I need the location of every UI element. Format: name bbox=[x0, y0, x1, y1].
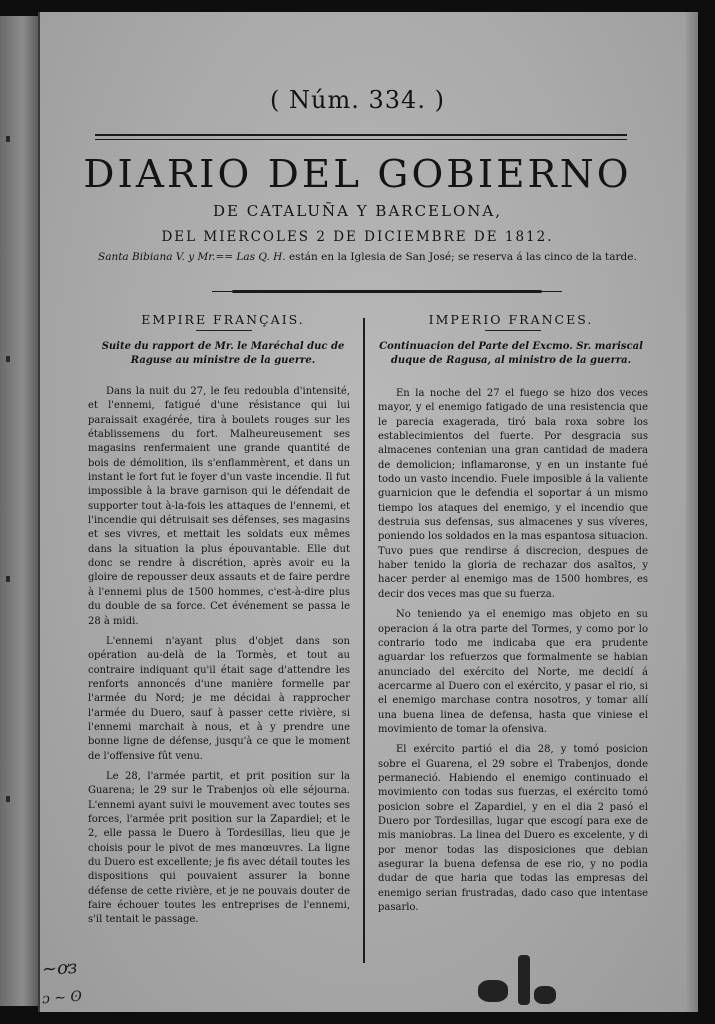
right-column-body bbox=[378, 387, 648, 921]
handwritten-mark: ~ơɜ bbox=[41, 956, 78, 981]
right-heading-rule bbox=[485, 330, 541, 331]
newspaper-title: DIARIO DEL GOBIERNO bbox=[83, 152, 632, 196]
issue-date: DEL MIERCOLES 2 DE DICIEMBRE DE 1812. bbox=[161, 229, 554, 245]
ornamental-divider bbox=[232, 290, 542, 293]
left-heading-rule bbox=[196, 330, 252, 331]
left-column-body bbox=[88, 385, 350, 934]
right-column-subheading: Continuacion del Parte del Excmo. Sr. mariscal duque de Ragusa, al ministro de la guerra. bbox=[379, 341, 643, 366]
saints-notice-text: están en la Iglesia de San José; se reserva á las cinco de la tarde. bbox=[288, 251, 637, 263]
saints-notice bbox=[98, 250, 638, 264]
right-paragraph-3: El exército partió el dia 28, y tomó posicion sobre el Guarena, el 29 sobre el Trabenjos, donde permaneció. Habiendo el enemigo continuado el movimiento con todas sus fuerzas, el exército tomó posicion sobre el Zapardiel, y en el dia 2 pasó el Duero por Tordesillas, lugar que escogí para exe de mis maniobras. La linea del Duero es excelente, y di por menor todas las disposiciones que debian asegurar la buena defensa de ese rio, y no podia dudar de que haria que todas las empresas del enemigo serian frustradas, dado caso que intentase pasarlo. bbox=[378, 744, 648, 914]
right-paragraph-2: No teniendo ya el enemigo mas objeto en su operacion á la otra parte del Tormes, y como por lo contrario todo me indicaba que era prudente aguardar los refuerzos que formalmente se habian anunciado del exército del Norte, me decidí á acercarme al Duero con el exército, y pasar el rio, si el enemigo marchase contra nosotros, y tomar allí una buena linea de defensa, hasta que viniese el movimiento de tomar la ofensiva. bbox=[378, 609, 648, 735]
saints-notice-italic: Santa Bibiana V. y Mr.== Las Q. H. bbox=[98, 251, 286, 263]
left-column-heading: EMPIRE FRANÇAIS. bbox=[141, 312, 305, 327]
column-divider bbox=[363, 318, 365, 963]
masthead-rule-thin bbox=[95, 139, 627, 140]
ink-blot bbox=[478, 980, 508, 1002]
right-column-heading: IMPERIO FRANCES. bbox=[428, 312, 594, 327]
handwritten-mark: ɔ ~ ʘ bbox=[41, 988, 83, 1008]
right-paragraph-1: En la noche del 27 el fuego se hizo dos veces mayor, y el enemigo fatigado de una resistencia que le parecia exagerada, tiró bala roxa sobre los establecimientos del fuerte. Por desgracia sus almacenes contenian una gran cantidad de madera de demolicion; inflamaronse, y en un instante fué todo un vasto incendio. Fuele imposible á la valiente guarnicion que le defendia el soportar á un mismo tiempo los ataques del enemigo, y el incendio que destruia sus defensas, sus almacenes y sus víveres, poniendo los soldados en la mas espantosa situacion. Tuvo pues que rendirse á discrecion, despues de haber tenido la gloria de rechazar dos asaltos, y hacer perder al enemigo mas de 1500 hombres, es decir dos veces mas que su fuerza. bbox=[378, 388, 648, 600]
masthead-rule bbox=[95, 134, 627, 136]
ink-blot bbox=[518, 955, 530, 1005]
left-paragraph-3: Le 28, l'armée partit, et prit position sur la Guarena; le 29 sur le Trabenjos où elle séjourna. L'ennemi ayant suivi le mouvement avec toutes ses forces, l'armée prit position sur la Zapardiel; et le 2, elle passa le Duero à Tordesillas, lieu que je choisis pour le pivot de mes manœuvres. La ligne du Duero est excellente; je fis avec détail toutes les dispositions qui pouvaient assurer la bonne défense de cette rivière, et je ne pouvais douter de faire échouer toutes les entreprises de l'ennemi, s'il tentait le passage. bbox=[88, 770, 350, 926]
left-column-subheading: Suite du rapport de Mr. le Maréchal duc de Raguse au ministre de la guerre. bbox=[101, 341, 345, 366]
ink-blot bbox=[534, 986, 556, 1004]
left-paragraph-1: Dans la nuit du 27, le feu redoubla d'intensité, et l'ennemi, fatigué d'une résistance qui lui paraissait exagérée, tira à boulets rouges sur les établissemens du fort. Malheureusement ses magasins renfermaient une grande quantité de bois de démolition, ils s'enflammèrent, et dans un instant le fort fut le foyer d'un vaste incendie. Il fut impossible à la brave garnison qui le défendait de supporter tout à-la-fois les attaques de l'ennemi, et l'incendie qui détruisait ses défenses, ses magasins et ses vivres, et mettait les soldats eux mêmes dans la situation la plus épouvantable. Elle dut donc se rendre à discrétion, après avoir eu la gloire de repousser deux assauts et de faire perdre à l'ennemi plus de 1500 hommes, c'est-à-dire plus du double de sa force. Cet événement se passa le 28 à midi. bbox=[88, 386, 350, 627]
newspaper-subtitle: DE CATALUÑA Y BARCELONA, bbox=[213, 202, 502, 220]
issue-number: ( Núm. 334. ) bbox=[270, 86, 445, 114]
left-paragraph-2: L'ennemi n'ayant plus d'objet dans son opération au-delà de la Tormès, et tout au contraire indiquant qu'il était sage d'attendre les renforts annoncés d'une manière formelle par l'armée du Nord; je me décidai à rapprocher l'armée du Duero, sauf à passer cette rivière, si l'ennemi marchait à nous, et à y prendre une bonne ligne de défense, jusqu'à ce que le moment de l'offensive fût venu. bbox=[88, 635, 350, 762]
